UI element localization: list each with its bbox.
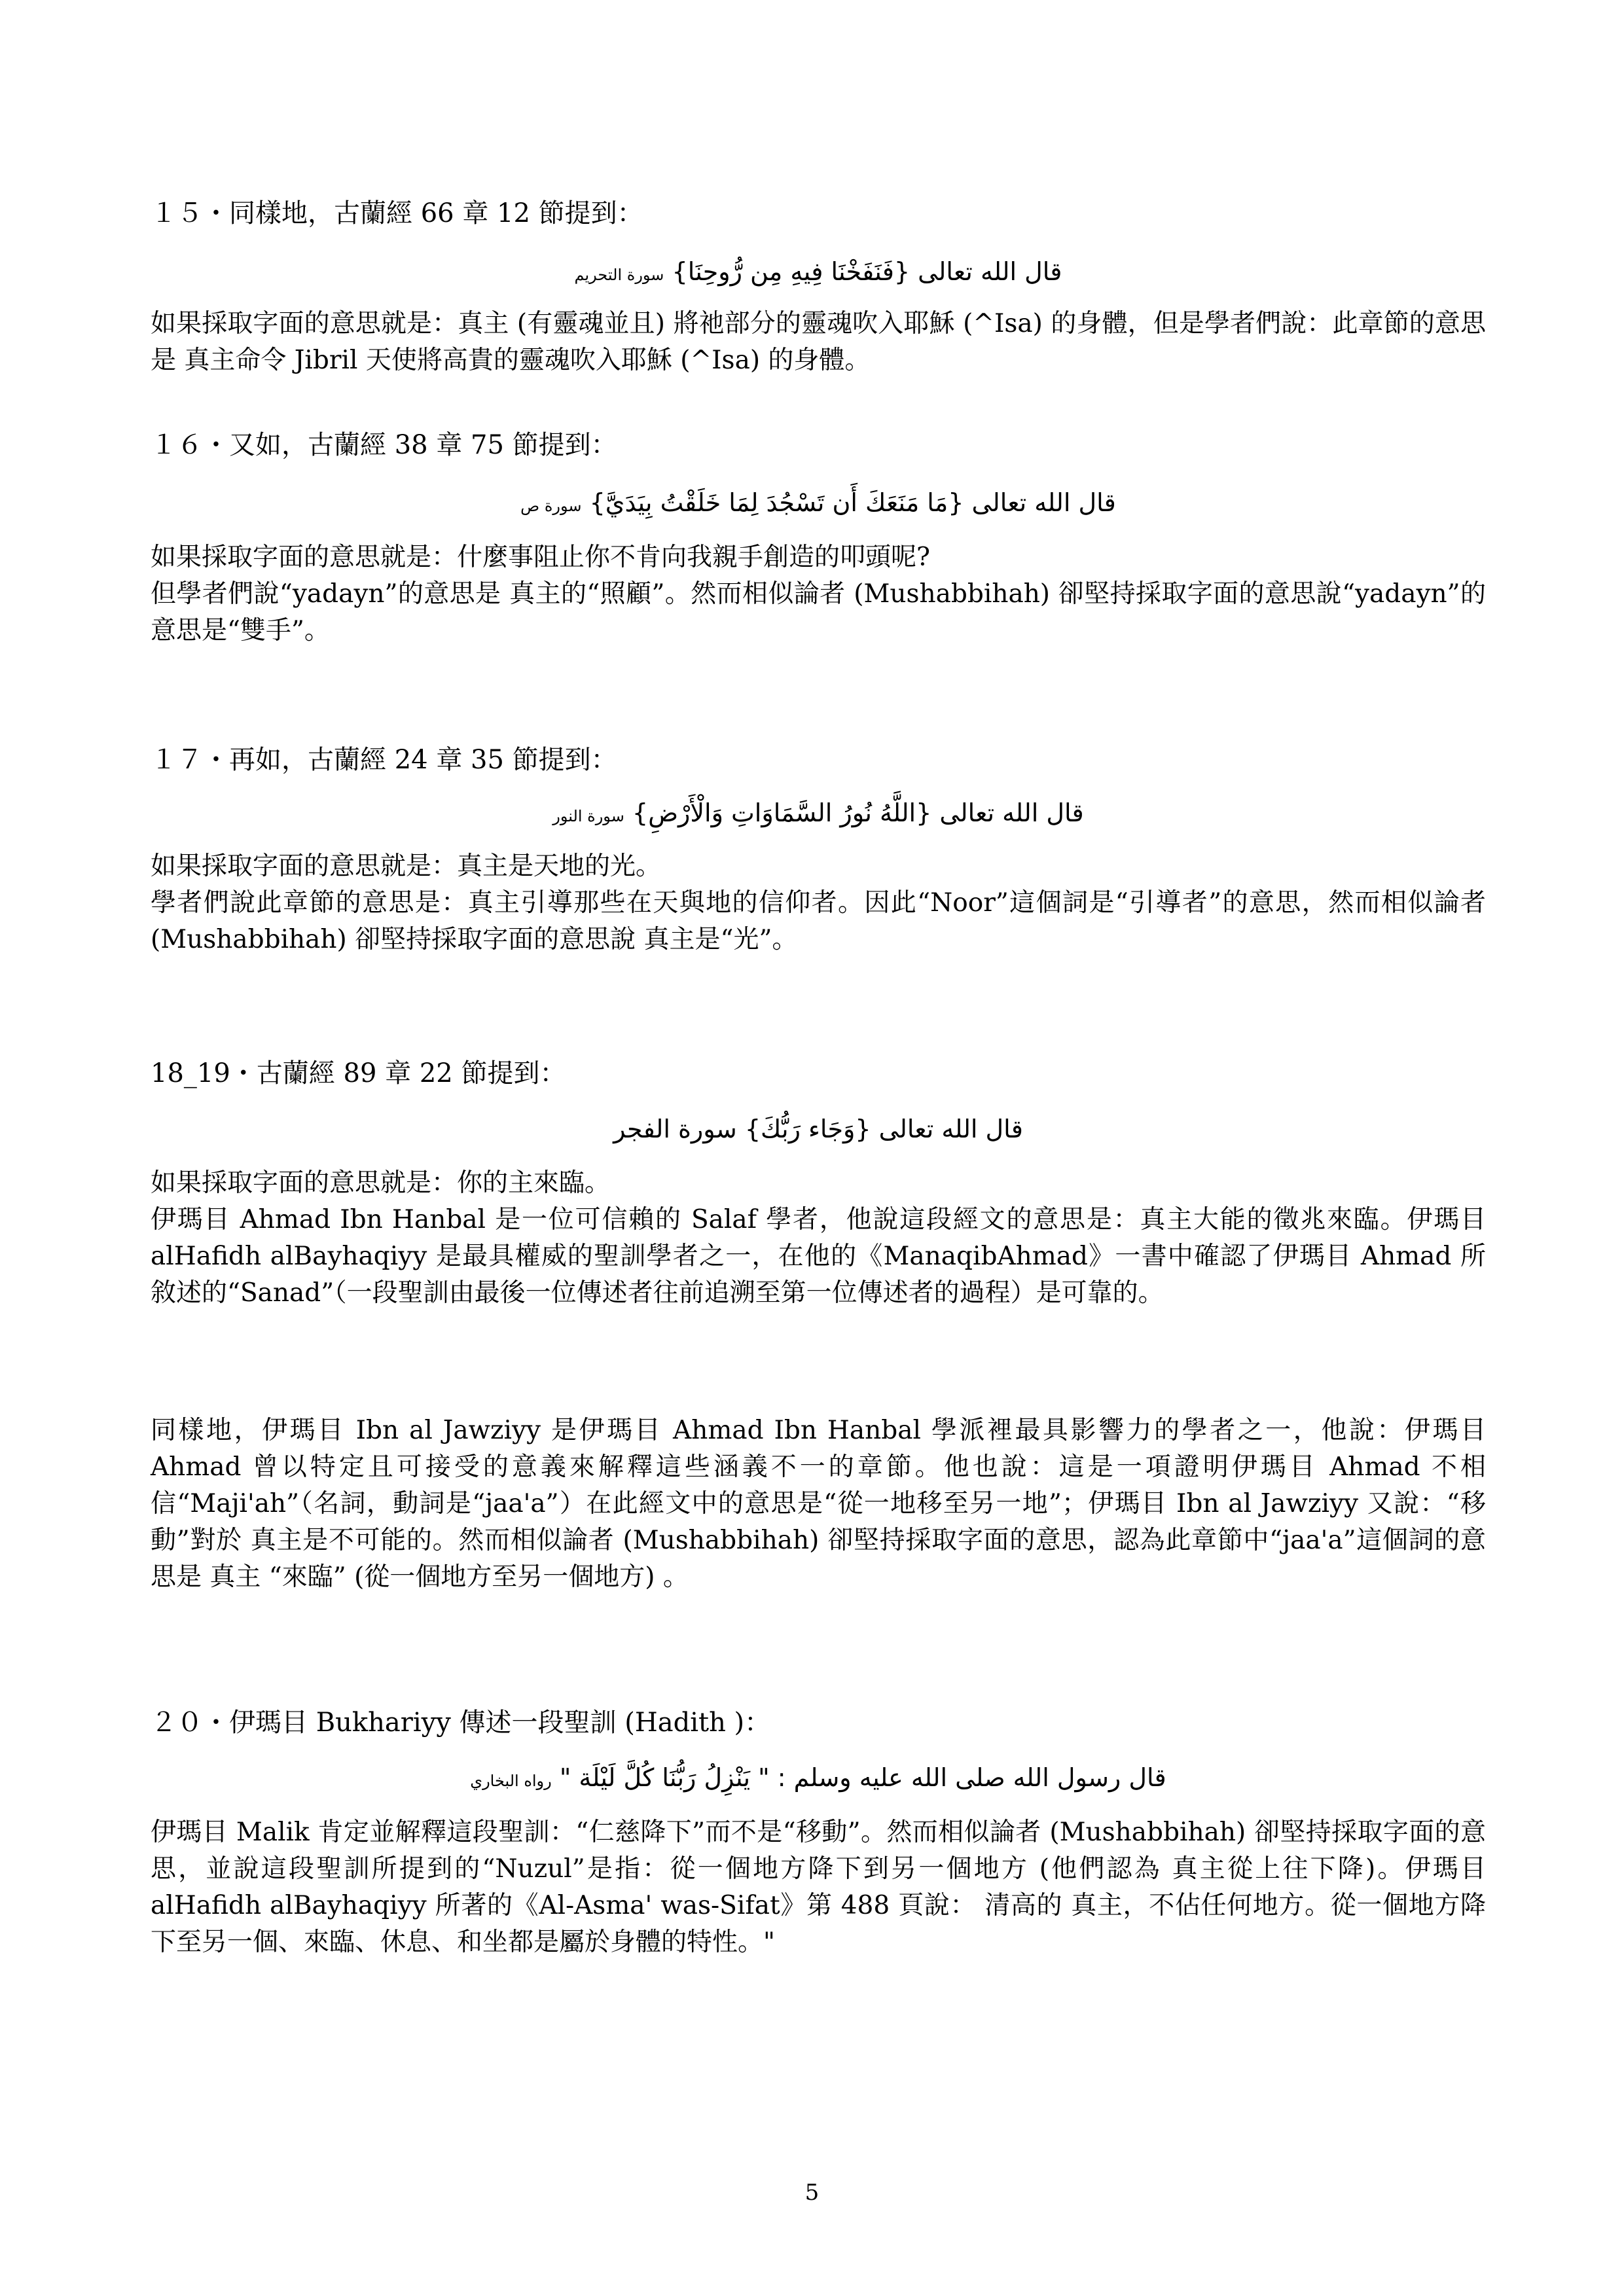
hadith-source: رواه البخاري [470,1772,552,1790]
section-15-body [151,306,1486,379]
section-15-heading: １５・同樣地，古蘭經 66 章 12 節提到： [151,198,643,228]
section-17-heading: １７・再如，古蘭經 24 章 35 節提到： [151,745,617,775]
hadith-text: قال رسول الله صلى الله عليه وسلم : " يَنْزِلُ رَبُّنَا كُلَّ لَيْلَة " [559,1763,1166,1792]
section-17-arabic-verse [151,793,1486,836]
section-16-body [151,539,1486,649]
ibn-al-jawziyy-paragraph [151,1412,1486,1596]
section-20-arabic-hadith [151,1758,1486,1801]
paragraph: 伊瑪目 Ahmad Ibn Hanbal 是一位可信賴的 Salaf 學者，他說這段經文的意思是：真主大能的徵兆來臨。伊瑪目 alHafidh alBayhaqiyy 是最具權威的聖訓學者之一，在他的《ManaqibAhmad》一書中確認了伊瑪目 Ahmad 所敘述的“Sanad”（一段聖訓由最後一位傳述者往前追溯至第一位傳述者的過程）是可靠的。 [151,1205,1486,1308]
paragraph: 如果採取字面的意思就是：什麼事阻止你不肯向我親手創造的叩頭呢? [151,543,930,572]
paragraph: 如果採取字面的意思就是：真主 (有靈魂並且) 將祂部分的靈魂吹入耶穌 (^Isa) 的身體，但是學者們說：此章節的意思是 真主命令 Jibril 天使將高貴的靈魂吹入耶穌 (^Isa) 的身體。 [151,309,1486,375]
surah-source: سورة ص [520,497,582,515]
paragraph: 伊瑪目 Malik 肯定並解釋這段聖訓：“仁慈降下”而不是“移動”。然而相似論者 (Mushabbihah) 卻堅持採取字面的意思，並說這段聖訓所提到的“Nuzul”是指：從一個地方降下到另一個地方 (他們認為 真主從上往下降)。伊瑪目 alHafidh alBayhaqiyy 所著的《Al-Asma' was-Sifat》第 488 頁說： 清高的 真主，不佔任何地方。從一個地方降下至另一個、來臨、休息、和坐都是屬於身體的特性。" [151,1818,1486,1957]
paragraph: 如果採取字面的意思就是：真主是天地的光。 [151,852,662,881]
section-16-arabic-verse [151,483,1486,526]
paragraph: 如果採取字面的意思就是：你的主來臨。 [151,1168,611,1198]
page-number: 5 [804,2179,820,2206]
paragraph: 但學者們說“yadayn”的意思是 真主的“照顧”。然而相似論者 (Mushabbihah) 卻堅持採取字面的意思說“yadayn”的意思是“雙手”。 [151,579,1486,645]
verse-text: قال الله تعالى {مَا مَنَعَكَ أَن تَسْجُدَ لِمَا خَلَقْتُ بِيَدَيَّ} [589,488,1116,517]
section-18-19-arabic-verse [151,1109,1486,1149]
paragraph: 學者們說此章節的意思是：真主引導那些在天與地的信仰者。因此“Noor”這個詞是“引導者”的意思，然而相似論者 (Mushabbihah) 卻堅持採取字面的意思說 真主是“光”。 [151,888,1486,954]
section-17-body [151,848,1486,958]
verse-text: قال الله تعالى {فَنَفَخْنَا فِيهِ مِن رُّوحِنَا} [672,257,1062,286]
section-18-19-body [151,1165,1486,1312]
verse-text: قال الله تعالى {اللَّهُ نُورُ السَّمَاوَاتِ وَالْأَرْضِ} [632,798,1084,827]
section-20-body [151,1814,1486,1961]
section-20-heading: ２０・伊瑪目 Bukhariyy 傳述一段聖訓 (Hadith )： [151,1708,771,1738]
section-18-19-heading: 18_19・古蘭經 89 章 22 節提到： [151,1058,566,1088]
section-15-arabic-verse [151,252,1486,295]
paragraph: 同樣地，伊瑪目 Ibn al Jawziyy 是伊瑪目 Ahmad Ibn Hanbal 學派裡最具影響力的學者之一，他說：伊瑪目 Ahmad 曾以特定且可接受的意義來解釋這些涵義不一的章節。他也說：這是一項證明伊瑪目 Ahmad 不相信“Maji'ah”（名詞，動詞是“jaa'a”）在此經文中的意思是“從一地移至另一地”；伊瑪目 Ibn al Jawziyy 又說：“移動”對於 真主是不可能的。然而相似論者 (Mushabbihah) 卻堅持採取字面的意思，認為此章節中“jaa'a”這個詞的意思是 真主 “來臨” (從一個地方至另一個地方) 。 [151,1416,1486,1592]
surah-source: سورة التحريم [574,266,664,284]
section-16-heading: １６・又如，古蘭經 38 章 75 節提到： [151,430,617,460]
surah-source: سورة النور [552,807,624,825]
verse-text: قال الله تعالى {وَجَاء رَبُّكَ} سورة الفجر [613,1115,1023,1143]
